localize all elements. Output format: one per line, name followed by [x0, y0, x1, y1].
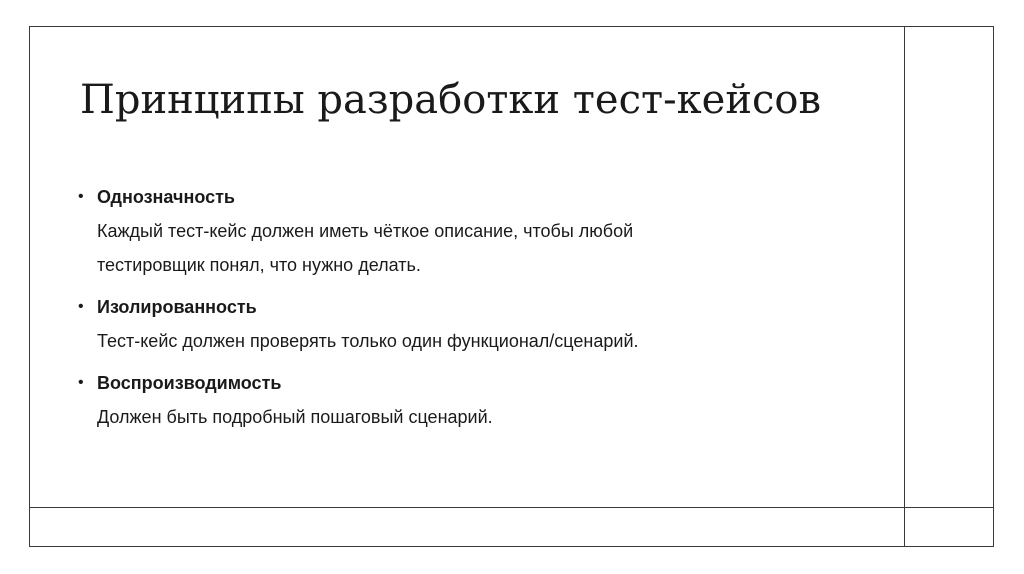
slide-title: Принципы разработки тест-кейсов: [80, 77, 821, 123]
bullet-dot-icon: •: [78, 374, 84, 391]
bullet-list: [78, 180, 639, 442]
slide-bottom-divider: [29, 507, 994, 508]
bullet-text-line: Каждый тест-кейс должен иметь чёткое описание, чтобы любой: [97, 221, 634, 241]
bullet-dot-icon: •: [78, 188, 84, 205]
bullet-heading: Воспроизводимость: [97, 373, 282, 393]
bullet-text-line: Должен быть подробный пошаговый сценарий.: [97, 407, 493, 427]
slide-side-divider: [904, 26, 905, 547]
bullet-dot-icon: •: [78, 298, 84, 315]
bullet-item-isolation: [78, 290, 639, 358]
bullet-text-line: Тест-кейс должен проверять только один функционал/сценарий.: [97, 331, 639, 351]
bullet-heading: Изолированность: [97, 297, 257, 317]
bullet-heading: Однозначность: [97, 187, 235, 207]
bullet-item-reproducibility: [78, 366, 639, 434]
bullet-item-unambiguity: [78, 180, 639, 282]
bullet-text-line: тестировщик понял, что нужно делать.: [97, 255, 421, 275]
